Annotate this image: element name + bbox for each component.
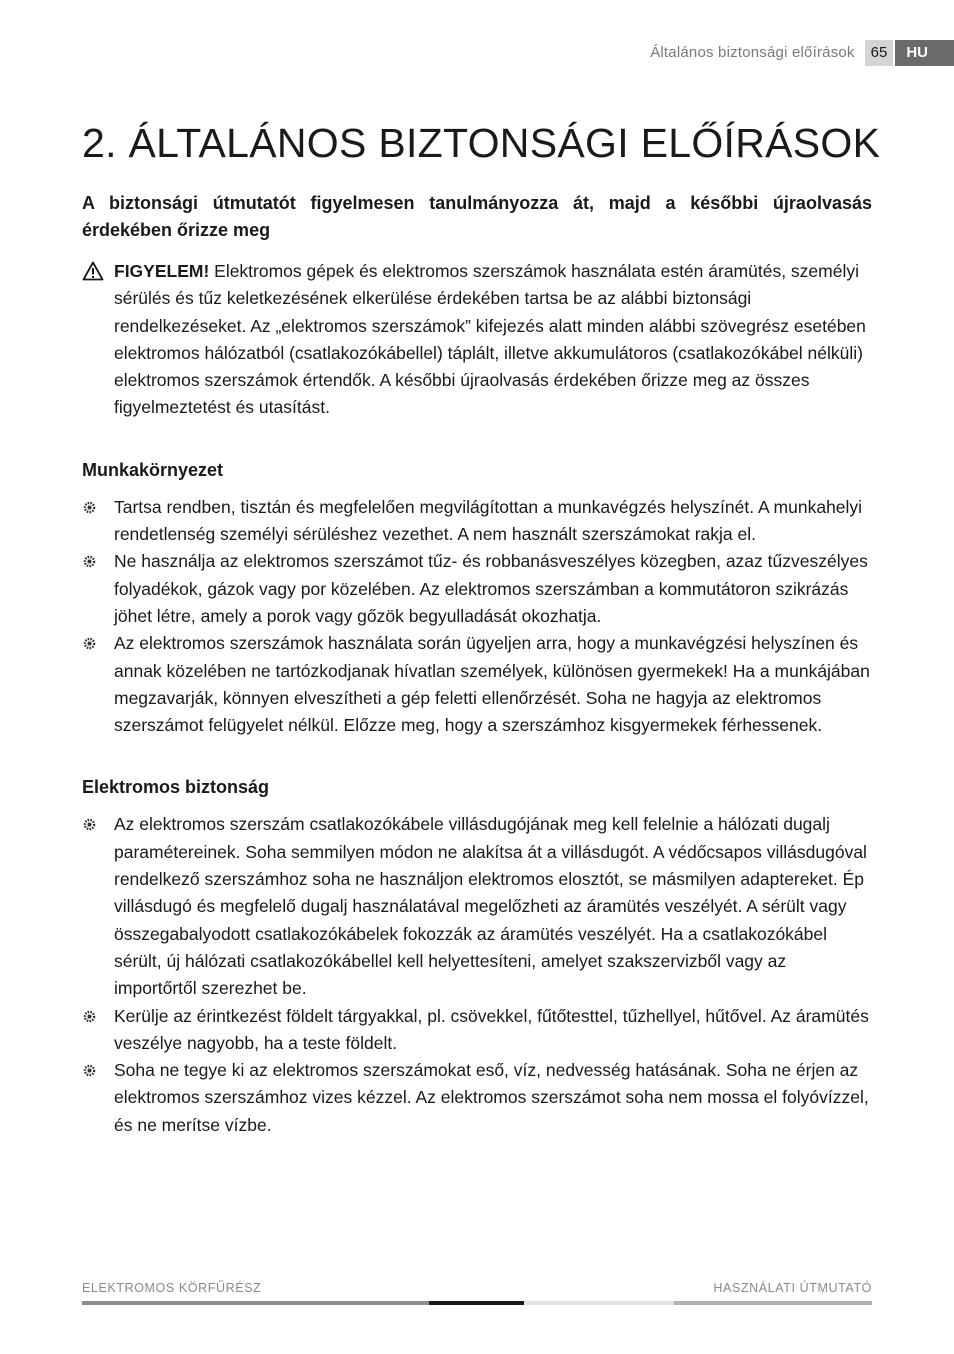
footer-divider-segment [429,1301,524,1305]
electrical-safety-list [82,811,872,1139]
work-environment-list [82,494,872,740]
page-header [650,40,954,66]
list-item [82,1003,872,1058]
list-item-text: Soha ne tegye ki az elektromos szerszámokat eső, víz, nedvesség hatásának. Soha ne érjen az elektromos szerszámhoz vizes kézzel. Az elektromos szerszámot soha nem mossa el folyóvízzel, és ne merítse vízbe. [114,1060,869,1135]
section-heading-work-environment: Munkakörnyezet [82,459,224,480]
footer-divider [82,1301,872,1305]
list-item-text: Kerülje az érintkezést földelt tárgyakkal, pl. csövekkel, fűtőtesttel, tűzhellyel, hűtővel. Az áramütés veszélye nagyobb, ha a teste földelt. [114,1005,869,1053]
footer-divider-segment [674,1301,872,1305]
page-number: 65 [865,40,894,66]
footer-divider-segment [82,1301,429,1305]
list-item-text: Ne használja az elektromos szerszámot tűz- és robbanásveszélyes közegben, azaz tűzveszélyes folyadékok, gázok vagy por közelében. Az elektromos szerszámban a kommutátoron szikrázás jöhet létre, amely a porok vagy gőzök begyulladását okozhatja. [114,551,868,626]
list-item [82,494,872,549]
bullet-icon [83,1064,96,1077]
bullet-icon [83,637,96,650]
language-badge: HU [895,40,954,66]
main-content [82,190,872,1139]
list-item [82,1057,872,1139]
warning-triangle-icon [82,261,104,281]
section-heading-electrical-safety: Elektromos biztonság [82,777,270,798]
footer-divider-segment [524,1301,674,1305]
bullet-icon [83,818,96,831]
bullet-icon [83,501,96,514]
warning-paragraph [82,258,872,422]
bullet-icon [83,1010,96,1023]
intro-paragraph: A biztonsági útmutatót figyelmesen tanulmányozza át, majd a későbbi újraolvasás érdekében őrizze meg [82,193,872,240]
warning-text: Elektromos gépek és elektromos szerszámok használata estén áramütés, személyi sérülés és tűz keletkezésének elkerülése érdekében tartsa be az alábbi biztonsági rendelkezéseket. Az „elektromos szerszámok” kifejezés alatt minden alábbi szövegrész esetében elektromos hálózatból (csatlakozókábellel) táplált, illetve akkumulátoros (csatlakozókábel nélküli) elektromos szerszámok értendők. A későbbi újraolvasás érdekében őrizze meg az összes figyelmeztetést és utasítást. [114,261,866,418]
list-item-text: Az elektromos szerszám csatlakozókábele villásdugójának meg kell felelnie a hálózati dugalj paramétereinek. Soha semmilyen módon ne alakítsa át a villásdugót. A védőcsapos villásdugóval rendelkező szerszámhoz soha ne használjon elektromos elosztót, se másmilyen adaptereket. Ép villásdugó és megfelelő dugalj használatával megelőzheti az áramütés veszélyét. A sérült vagy összegabalyodott csatlakozókábelek fokozzák az áramütés veszélyét. Ha a csatlakozókábel sérült, új hálózati csatlakozókábellel kell helyettesíteni, amelyet szakszervizből vagy az importőrtől szerezhet be. [114,814,867,999]
footer-document-type: HASZNÁLATI ÚTMUTATÓ [713,1281,872,1295]
page-title: 2. ÁLTALÁNOS BIZTONSÁGI ELŐÍRÁSOK [82,120,881,166]
running-header-title: Általános biztonsági előírások [650,44,855,61]
bullet-icon [83,555,96,568]
footer-product-name: ELEKTROMOS KÖRFŰRÉSZ [82,1281,262,1295]
list-item [82,811,872,1002]
list-item [82,630,872,739]
list-item [82,548,872,630]
list-item-text: Az elektromos szerszámok használata során ügyeljen arra, hogy a munkavégzési helyszínen és annak közelében ne tartózkodjanak hívatlan személyek, különösen gyermekek! Ha a munkájában megzavarják, könnyen elveszítheti a gép feletti ellenőrzését. Soha ne hagyja az elektromos szerszámot felügyelet nélkül. Előzze meg, hogy a szerszámhoz kisgyermekek férhessenek. [114,633,870,736]
list-item-text: Tartsa rendben, tisztán és megfelelően megvilágítottan a munkavégzés helyszínét. A munkahelyi rendetlenség személyi sérüléshez vezethet. A nem használt szerszámokat rakja el. [114,496,863,545]
warning-label: FIGYELEM! [114,261,210,281]
